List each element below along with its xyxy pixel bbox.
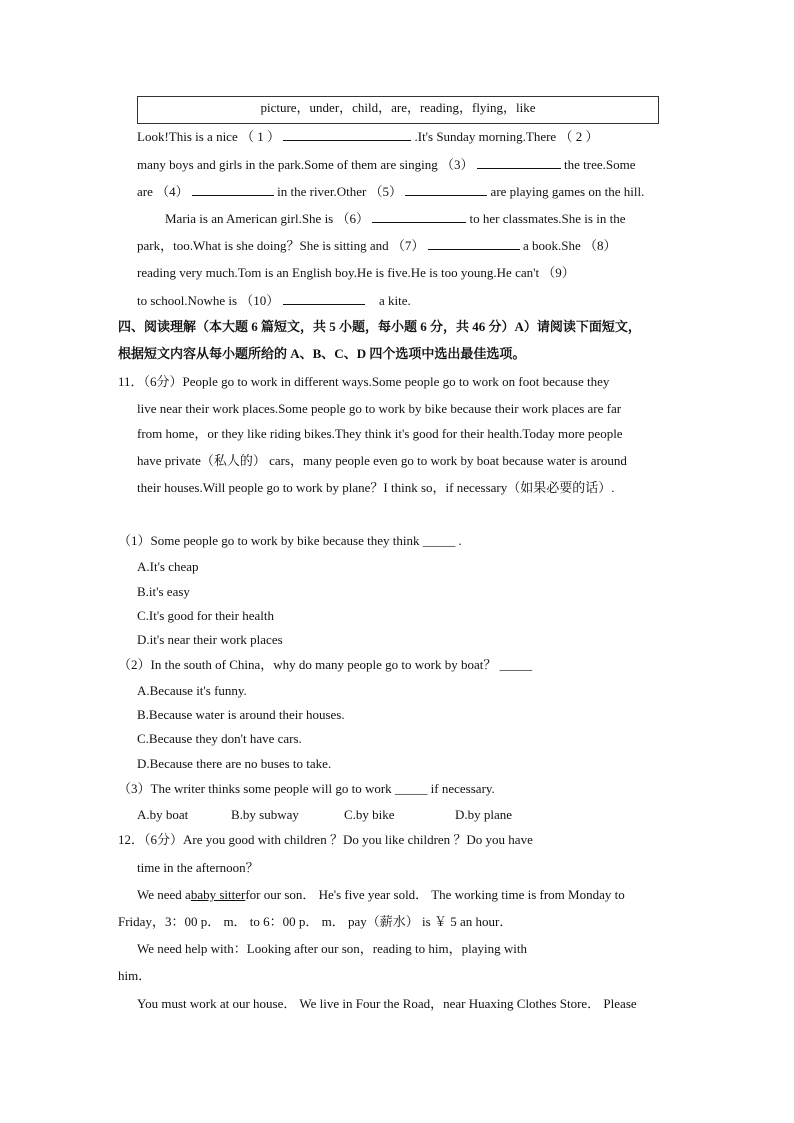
cloze-text: to her classmates.She is in the [469, 211, 626, 226]
answer-blank-7[interactable] [428, 237, 520, 250]
cloze-text: reading very much.Tom is an English boy.He is five.He is too young.He can't （9） [137, 265, 575, 280]
option-d[interactable]: D.by plane [455, 807, 513, 822]
q11-sub-question-2: （2）In the south of China，why do many people go to work by boat？ _____ [118, 657, 533, 672]
cloze-line-4 [165, 210, 625, 227]
q11-paragraph-line: their houses.Will people go to work by plane？I think so，if necessary（如果必要的话）. [137, 480, 615, 495]
cloze-text: a kite. [379, 293, 411, 308]
q12-paragraph-line: 12．（6分）Are you good with children ？Do you like children ？Do you have [118, 832, 533, 847]
cloze-text: many boys and girls in the park.Some of them are singing （3） [137, 157, 474, 172]
section-heading-line-2: 根据短文内容从每小题所给的 A、B、C、D 四个选项中选出最佳选项。 [118, 346, 526, 361]
option-c[interactable]: C.by bike [344, 807, 395, 822]
cloze-line-3 [137, 183, 644, 200]
option-b[interactable]: B.Because water is around their houses. [137, 707, 345, 722]
q12-paragraph-line [137, 887, 625, 903]
cloze-text: park，too.What is she doing？She is sitting and （7） [137, 238, 425, 253]
answer-blank-3[interactable] [477, 156, 561, 169]
option-d[interactable]: D.it's near their work places [137, 632, 283, 647]
cloze-text: in the river.Other （5） [277, 184, 403, 199]
cloze-text: .It's Sunday morning.There （ 2 ） [414, 129, 599, 144]
cloze-text: the tree.Some [564, 157, 636, 172]
answer-blank-6[interactable] [372, 210, 466, 223]
q12-text: for our son． He's five year sold． The working time is from Monday to [245, 887, 625, 902]
q12-text: We need a [137, 887, 191, 902]
cloze-text: to school.Nowhe is （10） [137, 293, 280, 308]
cloze-text: a book.She （8） [522, 238, 617, 253]
q12-paragraph-line: We need help with：Looking after our son，reading to him，playing with [137, 941, 527, 956]
option-d[interactable]: D.Because there are no buses to take. [137, 756, 332, 771]
option-a[interactable]: A.Because it's funny. [137, 683, 247, 698]
cloze-line-7 [137, 292, 411, 309]
cloze-line-1 [137, 128, 598, 145]
q11-sub-question-3: （3）The writer thinks some people will go to work _____ if necessary. [118, 781, 495, 796]
answer-blank-4[interactable] [192, 183, 274, 196]
option-b[interactable]: B.it's easy [137, 584, 190, 599]
option-c[interactable]: C.Because they don't have cars. [137, 731, 302, 746]
q11-paragraph-line: from home，or they like riding bikes.They think it's good for their health.Today more people [137, 426, 623, 441]
q12-paragraph-line: him． [118, 968, 152, 983]
cloze-text: Look!This is a nice （ 1 ） [137, 129, 280, 144]
q12-paragraph-line: You must work at our house． We live in Four the Road，near Huaxing Clothes Store． Please [137, 996, 637, 1011]
cloze-line-5 [137, 237, 616, 254]
cloze-line-6 [137, 265, 575, 281]
answer-blank-1[interactable] [283, 128, 411, 141]
q11-sub-question-1: （1）Some people go to work by bike because they think _____ . [118, 533, 462, 548]
cloze-text: Maria is an American girl.She is （6） [165, 211, 369, 226]
q11-paragraph-line: 11．（6分）People go to work in different ways.Some people go to work on foot because they [118, 374, 610, 389]
q12-paragraph-line: Friday，3：00 p． m． to 6：00 p． m． pay（薪水） is ￥ 5 an hour． [118, 914, 513, 929]
cloze-line-2 [137, 156, 636, 173]
option-a[interactable]: A.by boat [137, 807, 189, 822]
q11-paragraph-line: have private（私人的） cars，many people even go to work by boat because water is around [137, 453, 627, 468]
section-heading-line-1: 四、阅读理解（本大题 6 篇短文，共 5 小题，每小题 6 分，共 46 分）A）请阅读下面短文， [118, 319, 641, 334]
word-bank-box [137, 96, 659, 124]
underlined-term: baby sitter [190, 887, 246, 902]
option-c[interactable]: C.It's good for their health [137, 608, 275, 623]
answer-blank-10[interactable] [283, 292, 365, 305]
answer-blank-5[interactable] [405, 183, 487, 196]
option-a[interactable]: A.It's cheap [137, 559, 199, 574]
option-b[interactable]: B.by subway [231, 807, 299, 822]
cloze-text: are （4） [137, 184, 189, 199]
cloze-text: are playing games on the hill. [490, 184, 645, 199]
q12-paragraph-line: time in the afternoon？ [137, 860, 259, 875]
q11-paragraph-line: live near their work places.Some people go to work by bike because their work places are far [137, 401, 622, 416]
word-bank-text: picture，under，child，are，reading，flying，like [260, 100, 536, 115]
